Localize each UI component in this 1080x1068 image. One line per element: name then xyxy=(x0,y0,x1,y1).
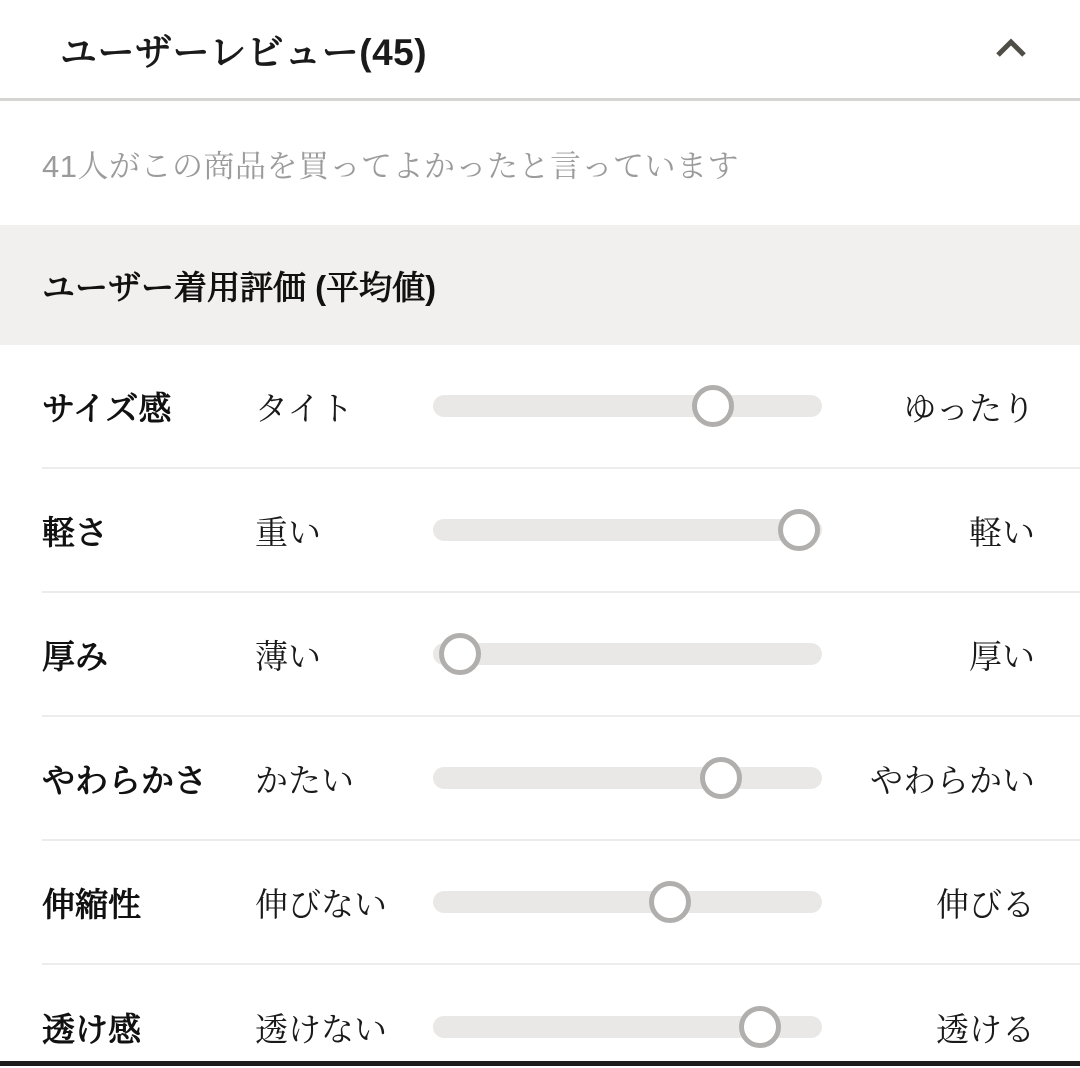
rating-row-label: サイズ感 xyxy=(42,389,172,427)
rating-row-min-label: 重い xyxy=(255,513,321,551)
rating-rows xyxy=(42,345,1080,1068)
rating-row-min-label: 薄い xyxy=(255,637,321,675)
slider-track xyxy=(433,891,822,913)
review-accordion-header[interactable] xyxy=(0,0,1080,101)
slider-track xyxy=(433,395,822,417)
rating-row xyxy=(42,841,1080,965)
slider-track xyxy=(433,767,822,789)
rating-slider xyxy=(433,380,822,432)
slider-thumb xyxy=(700,757,742,799)
review-section-title: ユーザーレビュー(45) xyxy=(60,32,428,73)
slider-thumb xyxy=(439,633,481,675)
rating-row-max-label: ゆったり xyxy=(903,389,1035,427)
rating-row-min-label: 伸びない xyxy=(255,885,387,923)
rating-row xyxy=(42,717,1080,841)
rating-row-min-label: タイト xyxy=(255,389,354,427)
rating-slider xyxy=(433,504,822,556)
rating-slider xyxy=(433,628,822,680)
rating-row-label: 軽さ xyxy=(42,513,108,551)
rating-row-min-label: 透けない xyxy=(255,1010,387,1048)
slider-thumb xyxy=(739,1006,781,1048)
collapse-section-button[interactable] xyxy=(988,31,1034,68)
rating-section-heading: ユーザー着用評価 (平均値) xyxy=(42,268,437,306)
rating-row xyxy=(42,469,1080,593)
rating-slider xyxy=(433,1001,822,1053)
rating-row-min-label: かたい xyxy=(255,761,354,799)
slider-thumb xyxy=(692,385,734,427)
rating-row-label: やわらかさ xyxy=(42,761,207,799)
rating-section-header xyxy=(0,225,1080,345)
bottom-divider xyxy=(0,1061,1080,1066)
rating-slider xyxy=(433,876,822,928)
rating-slider xyxy=(433,752,822,804)
rating-row-label: 伸縮性 xyxy=(42,885,141,923)
rating-row-label: 透け感 xyxy=(42,1010,141,1048)
recommend-summary-wrap xyxy=(0,101,1080,225)
rating-row-max-label: 軽い xyxy=(969,513,1035,551)
rating-row xyxy=(42,345,1080,469)
slider-thumb xyxy=(778,509,820,551)
rating-row-label: 厚み xyxy=(42,637,108,675)
rating-row-max-label: 伸びる xyxy=(936,885,1035,923)
rating-row-max-label: 厚い xyxy=(969,637,1035,675)
chevron-up-icon xyxy=(994,37,1028,62)
rating-row xyxy=(42,593,1080,717)
recommend-summary-text: 41人がこの商品を買ってよかったと言っています xyxy=(42,148,739,184)
rating-row-max-label: 透ける xyxy=(936,1010,1035,1048)
slider-thumb xyxy=(649,881,691,923)
rating-row-max-label: やわらかい xyxy=(870,761,1035,799)
slider-track xyxy=(433,519,822,541)
slider-track xyxy=(433,643,822,665)
rating-row xyxy=(42,965,1080,1068)
